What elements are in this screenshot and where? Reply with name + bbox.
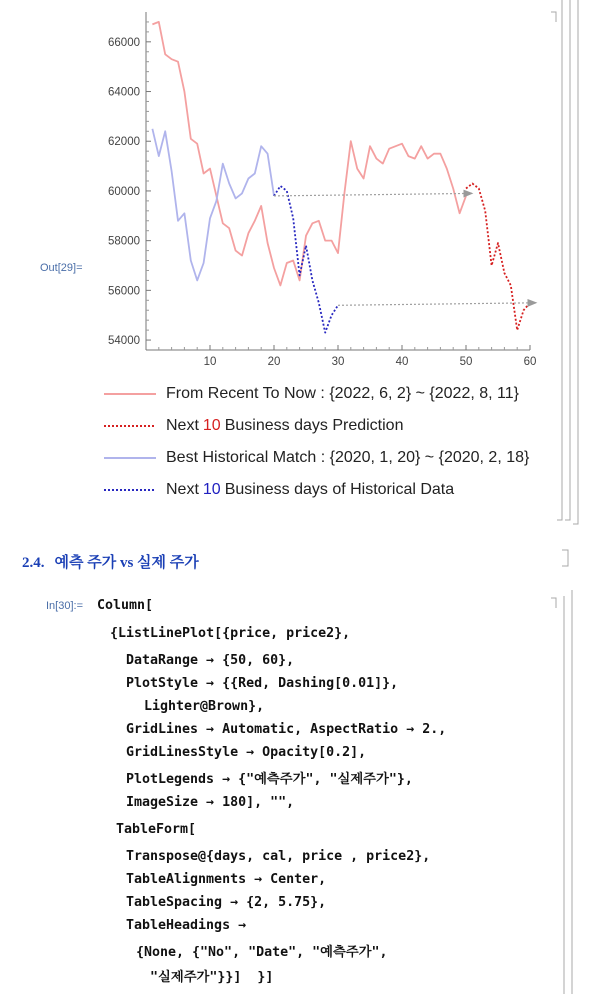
chart-legend — [104, 378, 544, 506]
y-tick-label: 62000 — [108, 136, 140, 149]
legend-entry-historical — [104, 442, 544, 474]
legend-text-recent: From Recent To Now : {2022, 6, 2} ~ {2022, 8, 11} — [166, 385, 519, 402]
x-tick-label: 30 — [331, 356, 345, 368]
code-line-4: PlotStyle → {{Red, Dashing[0.01]}, — [126, 676, 399, 691]
code-line-14: TableHeadings → — [126, 918, 247, 933]
series-best-historical-match — [152, 129, 274, 281]
legend-num-historical-next: 10 — [202, 481, 221, 498]
output-label: Out[29]= — [40, 262, 83, 274]
code-line-6: GridLines → Automatic, AspectRatio → 2., — [126, 722, 447, 737]
y-tick-label: 56000 — [108, 285, 140, 298]
legend-swatch-prediction — [104, 424, 156, 428]
section-heading[interactable] — [22, 551, 199, 572]
x-tick-label: 10 — [203, 356, 217, 368]
code-line-10: TableForm[ — [116, 822, 197, 837]
legend-num-prediction: 10 — [202, 417, 221, 434]
legend-entry-historical-next — [104, 474, 544, 506]
code-line-8: PlotLegends → {"예측주가", "실제주가"}, — [126, 772, 413, 787]
y-tick-label: 58000 — [108, 235, 140, 248]
x-tick-label: 50 — [459, 356, 473, 368]
legend-swatch-recent — [104, 392, 156, 396]
series-next-10-business-days-prediction — [466, 184, 530, 331]
x-tick-label: 40 — [395, 356, 409, 368]
code-line-3: DataRange → {50, 60}, — [126, 653, 295, 668]
x-tick-label: 20 — [267, 356, 281, 368]
legend-entry-prediction — [104, 410, 544, 442]
y-tick-label: 60000 — [108, 185, 140, 198]
legend-prefix-historical-next: Next — [166, 481, 199, 498]
code-line-1: Column[ — [97, 598, 154, 613]
code-line-7: GridLinesStyle → Opacity[0.2], — [126, 745, 367, 760]
series-next-10-business-days-of-historical-data — [274, 186, 338, 333]
series-arrow-top — [274, 193, 472, 196]
series-arrow-bottom — [338, 303, 536, 306]
code-line-15: {None, {"No", "Date", "예측주가", — [136, 945, 388, 960]
legend-suffix-prediction: Business days Prediction — [224, 417, 404, 434]
section-cell-bracket — [562, 550, 568, 566]
legend-prefix-prediction: Next — [166, 417, 199, 434]
section-number: 2.4. — [22, 555, 45, 571]
code-line-5: Lighter@Brown}, — [144, 699, 265, 714]
code-line-11: Transpose@{days, cal, price , price2}, — [126, 849, 431, 864]
legend-entry-recent — [104, 378, 544, 410]
line-chart — [0, 0, 600, 380]
y-tick-label: 54000 — [108, 335, 140, 348]
y-tick-label: 64000 — [108, 86, 140, 99]
x-tick-label: 60 — [523, 356, 537, 368]
code-line-16: "실제주가"}}] }] — [150, 970, 274, 985]
y-tick-label: 66000 — [108, 36, 140, 49]
code-line-12: TableAlignments → Center, — [126, 872, 327, 887]
series-from-recent-to-now — [152, 22, 466, 286]
input-cell-bracket-tick — [551, 598, 556, 608]
code-line-2: {ListLinePlot[{price, price2}, — [110, 626, 351, 641]
code-line-9: ImageSize → 180], "", — [126, 795, 295, 810]
legend-swatch-historical — [104, 456, 156, 460]
input-label: In[30]:= — [46, 600, 84, 612]
legend-text-historical: Best Historical Match : {2020, 1, 20} ~ {2020, 2, 18} — [166, 449, 530, 466]
legend-swatch-historical-next — [104, 488, 156, 492]
code-line-13: TableSpacing → {2, 5.75}, — [126, 895, 327, 910]
section-title-text: 예측 주가 vs 실제 주가 — [54, 555, 199, 571]
legend-suffix-historical-next: Business days of Historical Data — [224, 481, 455, 498]
